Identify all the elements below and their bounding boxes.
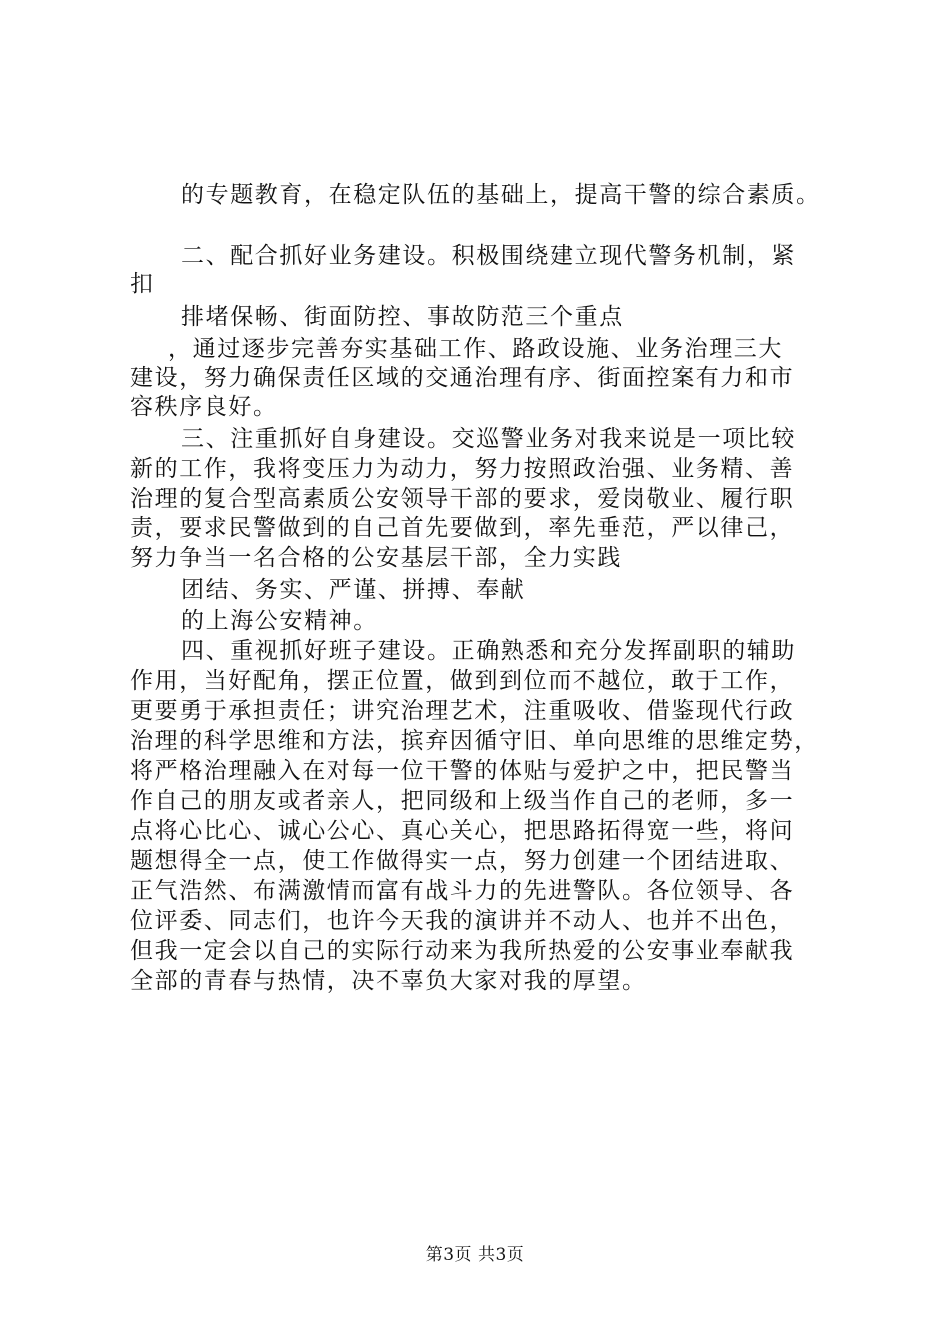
text-line: 治理的科学思维和方法，摈弃因循守旧、单向思维的思维定势， <box>130 728 819 754</box>
text-line: 位评委、同志们，也许今天我的演讲并不动人、也并不出色， <box>130 908 795 934</box>
text-line: 责，要求民警做到的自己首先要做到，率先垂范，严以律己， <box>130 515 795 541</box>
text-line: 二、配合抓好业务建设。积极围绕建立现代警务机制，紧 <box>181 243 796 269</box>
text-line: 的专题教育，在稳定队伍的基础上，提高干警的综合素质。 <box>181 182 821 208</box>
text-line: 团结、务实、严谨、拼搏、奉献 <box>181 577 526 603</box>
text-line: 努力争当一名合格的公安基层干部，全力实践 <box>130 545 622 571</box>
text-line: 的上海公安精神。 <box>181 608 378 634</box>
text-line: 点将心比心、诚心公心、真心关心，把思路拓得宽一些，将问 <box>130 818 795 844</box>
text-line: 更要勇于承担责任；讲究治理艺术，注重吸收、借鉴现代行政 <box>130 698 795 724</box>
text-line: 三、注重抓好自身建设。交巡警业务对我来说是一项比较 <box>181 426 796 452</box>
text-line: 建设，努力确保责任区域的交通治理有序、街面控案有力和市 <box>130 365 795 391</box>
page-number-footer: 第3页 共3页 <box>425 1245 525 1265</box>
text-line: 作自己的朋友或者亲人，把同级和上级当作自己的老师，多一 <box>130 788 795 814</box>
text-line: ，通过逐步完善夯实基础工作、路政设施、业务治理三大 <box>168 336 783 362</box>
text-line: 排堵保畅、街面防控、事故防范三个重点 <box>181 304 624 330</box>
text-line: 扣 <box>130 271 155 297</box>
text-line: 将严格治理融入在对每一位干警的体贴与爱护之中，把民警当 <box>130 758 795 784</box>
text-line: 容秩序良好。 <box>130 394 278 420</box>
text-line: 但我一定会以自己的实际行动来为我所热爱的公安事业奉献我 <box>130 938 795 964</box>
text-line: 治理的复合型高素质公安领导干部的要求，爱岗敬业、履行职 <box>130 486 795 512</box>
text-line: 四、重视抓好班子建设。正确熟悉和充分发挥副职的辅助 <box>181 638 796 664</box>
text-line: 新的工作，我将变压力为动力，努力按照政治强、业务精、善 <box>130 456 795 482</box>
text-line: 全部的青春与热情，决不辜负大家对我的厚望。 <box>130 968 647 994</box>
text-line: 题想得全一点，使工作做得实一点，努力创建一个团结进取、 <box>130 848 795 874</box>
text-line: 作用，当好配角，摆正位置，做到到位而不越位，敢于工作， <box>130 668 795 694</box>
text-line: 正气浩然、布满激情而富有战斗力的先进警队。各位领导、各 <box>130 878 795 904</box>
